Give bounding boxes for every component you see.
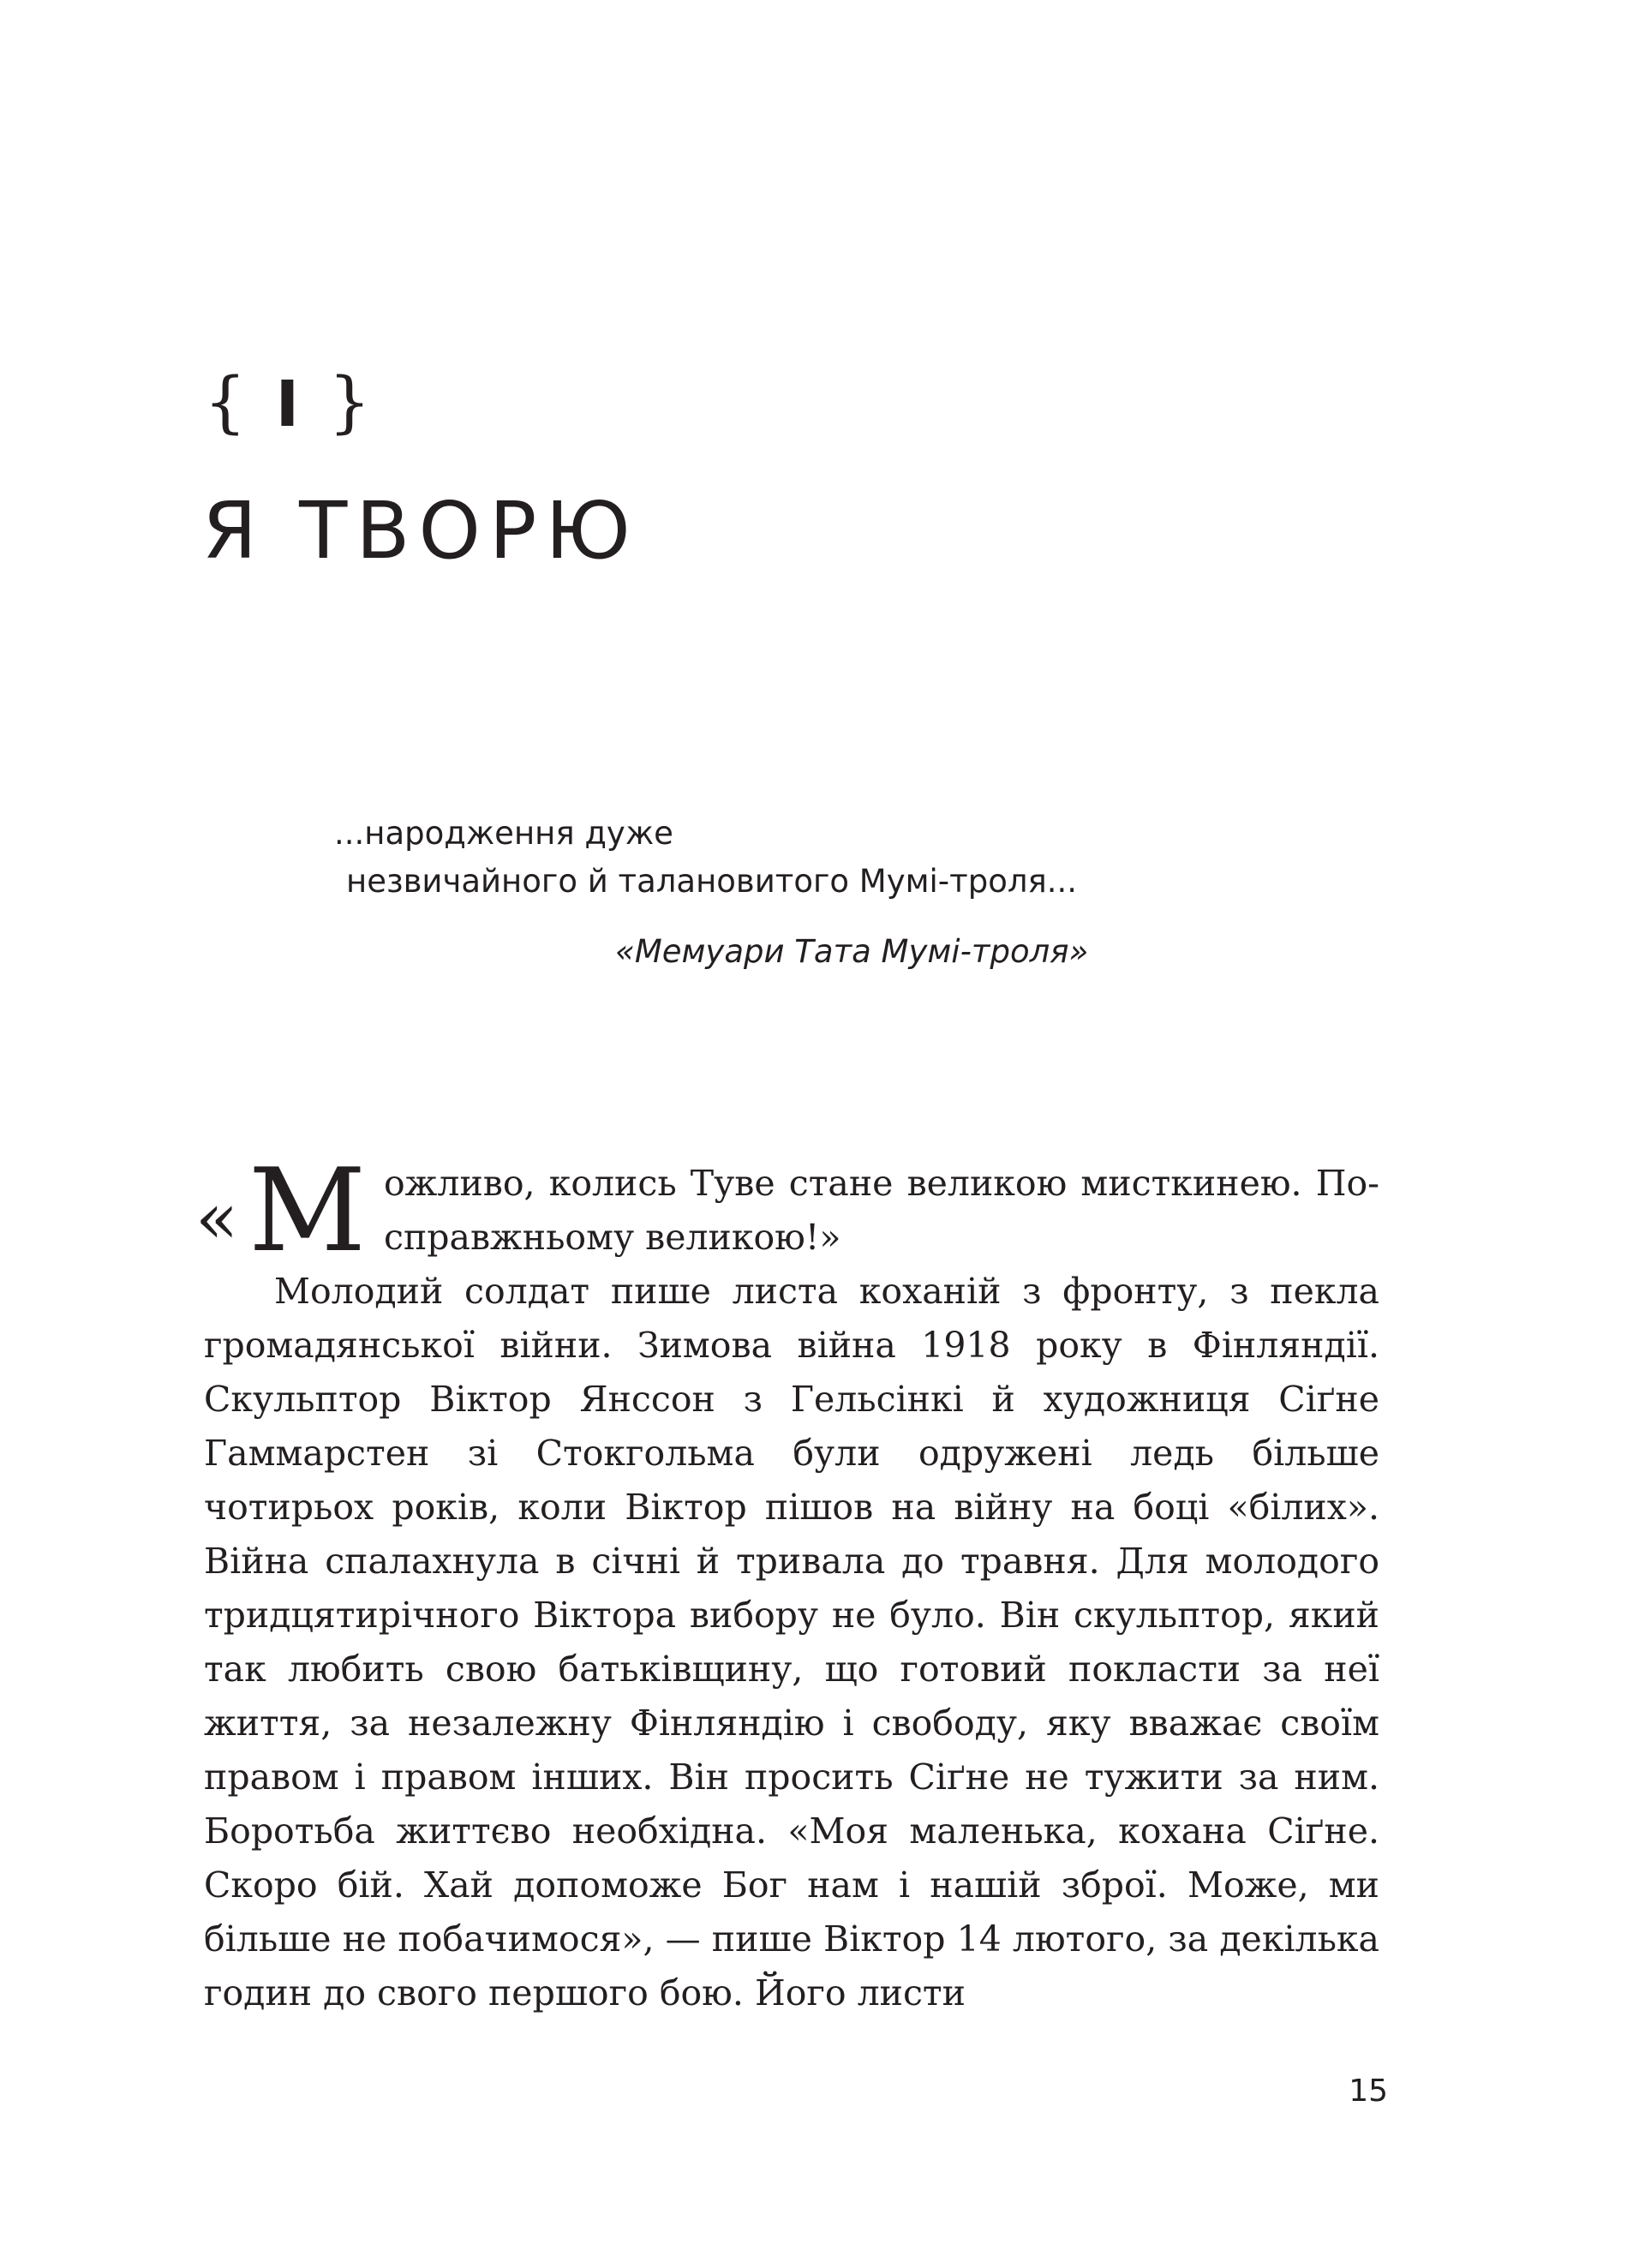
first-paragraph — [195, 1144, 1379, 1278]
page-number: 15 — [1349, 2074, 1388, 2109]
drop-cap — [195, 1144, 375, 1278]
epigraph-line-2: незвичайного й талановитого Мумі-троля... — [346, 863, 1078, 900]
body-text — [195, 1144, 1379, 2020]
open-brace: { — [204, 364, 247, 441]
drop-cap-letter: М — [248, 1144, 367, 1278]
chapter-number — [204, 360, 371, 446]
chapter-numeral: I — [275, 368, 300, 441]
first-paragraph-text: ожливо, колись Туве стане великою мисткинею. По-справжньому великою!» — [384, 1163, 1379, 1258]
close-brace: } — [328, 364, 371, 441]
epigraph — [334, 810, 1191, 976]
second-paragraph: Молодий солдат пише листа коханій з фронту, з пекла громадянської війни. Зимова війна 1918 року в Фінляндії. Скульптор Віктор Янссон з Гельсінкі й художниця Сіґне Гаммарстен зі Стокгольма були одружені ледь більше чотирьох років, коли Віктор пішов на війну на боці «білих». Війна спалахнула в січні й тривала до травня. Для молодого тридцятирічного Віктора вибору не було. Він скульптор, який так любить свою батьківщину, що готовий покласти за неї життя, за незалежну Фінляндію і свободу, яку вважає своїм правом і правом інших. Він просить Сіґне не тужити за ним. Боротьба життєво необхідна. «Моя маленька, кохана Сіґне. Скоро бій. Хай допоможе Бог нам і нашій зброї. Може, ми більше не побачимося», — пише Віктор 14 лютого, за декілька годин до свого першого бою. Його листи — [204, 1271, 1379, 2014]
chapter-title: Я ТВОРЮ — [202, 485, 639, 577]
drop-cap-quote: « — [195, 1178, 239, 1260]
epigraph-line-1: ...народження дуже — [334, 815, 673, 852]
epigraph-source: «Мемуари Тата Мумі-троля» — [615, 933, 1089, 970]
